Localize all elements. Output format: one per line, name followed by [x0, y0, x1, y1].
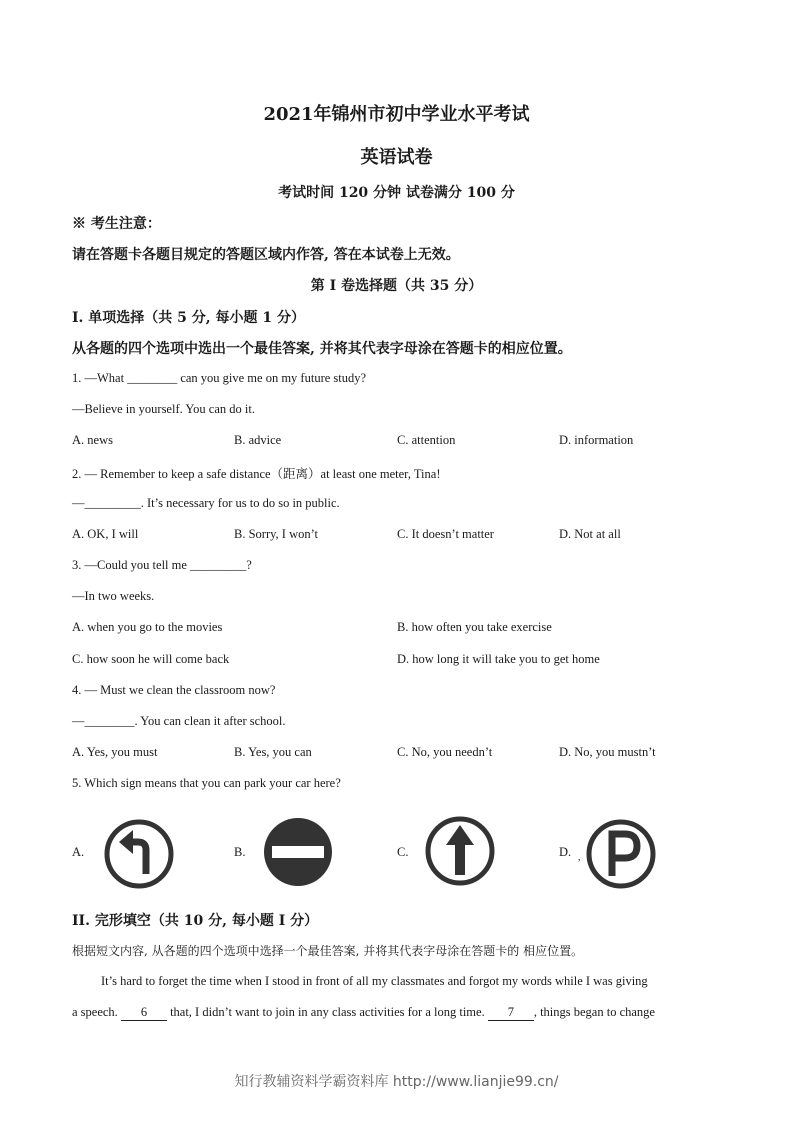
- answer-1: —Believe in yourself. You can do it.: [72, 402, 255, 416]
- passage-line-2-mid: that, I didn’t want to join in any class activities for a long time.: [170, 1005, 485, 1019]
- notice-label: ※ 考生注意：: [72, 216, 161, 232]
- blank-6[interactable]: 6: [121, 1005, 167, 1021]
- question-5: 5. Which sign means that you can park your car here?: [72, 776, 341, 790]
- straight-arrow-icon[interactable]: [424, 815, 496, 887]
- question-1: 1. —What ________ can you give me on my future study?: [72, 371, 367, 385]
- q3-option-d[interactable]: D. how long it will take you to get home: [397, 652, 600, 666]
- exam-info: 考试时间 120 分钟 试卷满分 100 分: [278, 185, 515, 201]
- q2-option-a[interactable]: A. OK, I will: [72, 527, 139, 541]
- section2-instruction: 根据短文内容, 从各题的四个选项中选择一个最佳答案, 并将其代表字母涂在答题卡的 相应位置。: [72, 944, 584, 958]
- question-2: 2. — Remember to keep a safe distance（距离）at least one meter, Tina!: [72, 467, 441, 481]
- q3-option-c[interactable]: C. how soon he will come back: [72, 652, 230, 666]
- notice-text: 请在答题卡各题目规定的答题区域内作答, 答在本试卷上无效。: [72, 247, 460, 263]
- passage-line-2-start: a speech.: [72, 1005, 118, 1019]
- blank-7[interactable]: 7: [488, 1005, 534, 1021]
- passage-line-2: [72, 1005, 655, 1021]
- section1-instruction: 从各题的四个选项中选出一个最佳答案, 并将其代表字母涂在答题卡的相应位置。: [72, 341, 572, 357]
- q4-option-b[interactable]: B. Yes, you can: [234, 745, 312, 759]
- question-3: 3. —Could you tell me _________?: [72, 558, 252, 572]
- turn-left-arrow-icon[interactable]: [103, 818, 175, 890]
- q2-option-b[interactable]: B. Sorry, I won’t: [234, 527, 319, 541]
- answer-4: —________. You can clean it after school.: [72, 714, 286, 728]
- q4-option-c[interactable]: C. No, you needn’t: [397, 745, 493, 759]
- parking-icon[interactable]: [585, 818, 657, 890]
- q4-option-d[interactable]: D. No, you mustn’t: [559, 745, 656, 759]
- q2-option-c[interactable]: C. It doesn’t matter: [397, 527, 494, 541]
- q5-option-b[interactable]: B.: [234, 845, 246, 859]
- section2-title: II. 完形填空（共 10 分, 每小题 I 分）: [72, 913, 319, 929]
- subject-title: 英语试卷: [360, 147, 433, 168]
- part1-title: 第 I 卷选择题（共 35 分）: [310, 278, 483, 294]
- page-title: 2021年锦州市初中学业水平考试: [263, 104, 530, 125]
- question-4: 4. — Must we clean the classroom now?: [72, 683, 276, 697]
- q3-option-b[interactable]: B. how often you take exercise: [397, 620, 552, 634]
- q5-option-a[interactable]: A.: [72, 845, 85, 859]
- no-entry-icon[interactable]: [262, 816, 334, 888]
- answer-2: —_________. It’s necessary for us to do so in public.: [72, 496, 340, 510]
- q1-option-b[interactable]: B. advice: [234, 433, 282, 447]
- q5-option-c[interactable]: C.: [397, 845, 409, 859]
- q5-option-d[interactable]: D.: [559, 845, 572, 859]
- passage-line-1: It’s hard to forget the time when I stood in front of all my classmates and forgot my words while I was giving: [101, 974, 648, 988]
- section1-title: I. 单项选择（共 5 分, 每小题 1 分）: [72, 310, 306, 326]
- answer-3: —In two weeks.: [72, 589, 155, 603]
- q1-option-d[interactable]: D. information: [559, 433, 634, 447]
- stray-mark: ,: [578, 852, 581, 863]
- q3-option-a[interactable]: A. when you go to the movies: [72, 620, 223, 634]
- q4-option-a[interactable]: A. Yes, you must: [72, 745, 158, 759]
- q2-option-d[interactable]: D. Not at all: [559, 527, 621, 541]
- q1-option-a[interactable]: A. news: [72, 433, 113, 447]
- footer-watermark[interactable]: 知行教辅资料学霸资料库 http://www.lianjie99.cn/: [234, 1074, 559, 1090]
- q1-option-c[interactable]: C. attention: [397, 433, 456, 447]
- passage-line-2-end: , things began to change: [533, 1005, 655, 1019]
